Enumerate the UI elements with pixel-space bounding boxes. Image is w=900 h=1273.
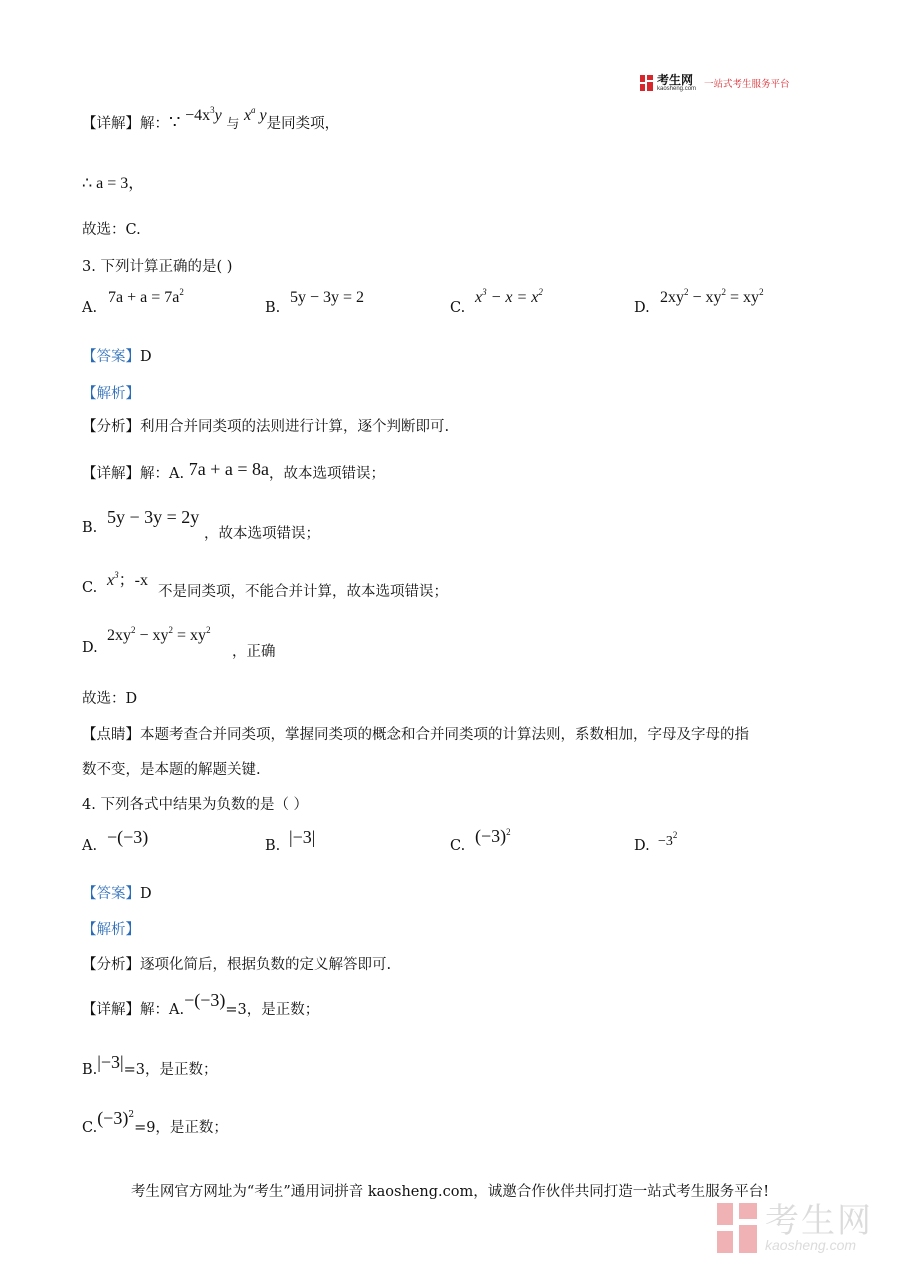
- q4-analysis: 【分析】逐项化简后，根据负数的定义解答即可.: [82, 957, 392, 973]
- q3-option-a-math: $7a + a = 7a^2$: [108, 287, 184, 306]
- q3-option-d: D.: [634, 300, 650, 316]
- logo-name: 考生网: [657, 73, 694, 87]
- q2-detail-line: 【详解】解：∵ $-4x^3y$ 与 $x^a$ y是同类项，: [82, 105, 340, 132]
- q4-option-b: B.: [265, 838, 281, 854]
- q3-detail-b-math: 5y − 3y = 2y: [107, 507, 200, 527]
- q3-detail-b: B.: [82, 520, 98, 536]
- watermark-domain: kaosheng.com: [765, 1237, 857, 1253]
- q4-option-c: C.: [450, 838, 466, 854]
- kaosheng-watermark-icon: [717, 1203, 757, 1253]
- q3-option-c-math: $x^3 - x = x^2$: [475, 287, 543, 306]
- q4-option-a-math: −(−3): [107, 827, 149, 847]
- q3-comment-2: 数不变，是本题的解题关键.: [82, 762, 261, 778]
- q4-option-b-math: |−3|: [289, 827, 316, 847]
- q3-detail-c-math: $x^3$；-x: [107, 570, 148, 589]
- q3-detail-d-math: $2xy^2 - xy^2 = xy^2$: [107, 625, 211, 644]
- q4-analysis-tag: 【解析】: [82, 922, 140, 938]
- q3-option-b-math: 5y − 3y = 2: [290, 289, 365, 306]
- q3-detail-c-text: 不是同类项，不能合并计算，故本选项错误；: [158, 584, 448, 600]
- header-slogan: 一站式考生服务平台: [704, 79, 790, 90]
- q4-answer: 【答案】D: [82, 886, 152, 902]
- q3-analysis-tag: 【解析】: [82, 386, 140, 402]
- watermark: [717, 1203, 873, 1253]
- q3-answer: 【答案】D: [82, 349, 152, 365]
- q3-detail-d: D.: [82, 640, 98, 656]
- q3-detail-d-text: ，正确: [232, 644, 276, 660]
- q3-stem: 3. 下列计算正确的是( ): [82, 259, 233, 275]
- q3-comment-1: 【点睛】本题考查合并同类项，掌握同类项的概念和合并同类项的计算法则，系数相加，字母及字母的指: [82, 727, 749, 743]
- q2-conclusion: ∴ a = 3，: [82, 175, 145, 192]
- q4-detail-b: B.|−3|=3，是正数；: [82, 1052, 218, 1078]
- q4-option-d-math: $-3^2$: [658, 830, 678, 849]
- watermark-name: 考生网: [765, 1201, 873, 1241]
- logo-domain: kaosheng.com: [657, 86, 697, 92]
- q4-option-a: A.: [82, 838, 98, 854]
- q3-option-a: A.: [82, 300, 98, 316]
- q4-option-c-math: $(-3)^2$: [475, 826, 511, 846]
- q3-option-d-math: $2xy^2 - xy^2 = xy^2$: [660, 287, 764, 306]
- q4-option-d: D.: [634, 838, 650, 854]
- q3-option-c: C.: [450, 300, 466, 316]
- q3-analysis: 【分析】利用合并同类项的法则进行计算，逐个判断即可.: [82, 419, 450, 435]
- q4-detail-c: $C.(-3)^2=9$，是正数；: [82, 1108, 228, 1136]
- q3-detail-b-text: ，故本选项错误；: [204, 526, 320, 542]
- footer-text: 考生网官方网址为“考生”通用词拼音 kaosheng.com，诚邀合作伙伴共同打造一站式考生服务平台!: [130, 1184, 770, 1200]
- kaosheng-logo-icon: [640, 75, 653, 91]
- q3-choose: 故选：D: [82, 691, 138, 707]
- q3-detail-c: C.: [82, 580, 98, 596]
- q4-stem: 4. 下列各式中结果为负数的是（ ）: [82, 797, 309, 813]
- header-logo: [640, 74, 790, 92]
- q3-detail-a: 【详解】解：A. 7a + a = 8a，故本选项错误；: [82, 459, 385, 482]
- q3-option-b: B.: [265, 300, 281, 316]
- q2-choose: 故选：C.: [82, 222, 141, 238]
- q4-detail-a: 【详解】解：A.−(−3)=3，是正数；: [82, 990, 320, 1018]
